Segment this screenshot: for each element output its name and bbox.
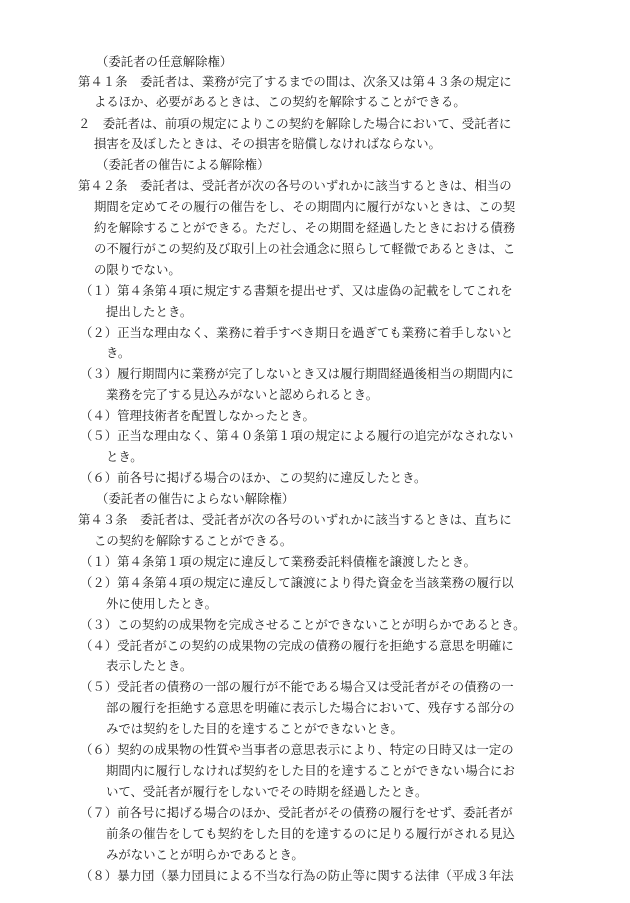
art43-item-7-line-3: みがないことが明らかであるとき。 [106,847,304,862]
art43-item-5-line-3: みでは契約をした目的を達することができないとき。 [106,721,403,736]
art42-item-2-line-1: （２）正当な理由なく、業務に着手すべき期日を過ぎても業務に着手しないと [80,325,514,340]
art43-item-3-line-1: （３）この契約の成果物を完成させることができないことが明らかであるとき。 [80,617,526,632]
art42-item-2-line-2: き。 [106,345,131,360]
article-41-para-2-line-2: 損害を及ぼしたときは、その損害を賠償しなければならない。 [94,136,441,151]
article-43-line-2: この契約を解除することができる。 [94,533,293,548]
art42-item-5-line-1: （５）正当な理由なく、第４０条第１項の規定による履行の追完がなされない [80,428,514,443]
article-42-line-4: の不履行がこの契約及び取引上の社会通念に照らして軽微であるときは、こ [94,241,516,256]
article-42-line-1: 第４２条 委託者は、受託者が次の各号のいずれかに該当するときは、相当の [78,178,512,193]
article-42-line-3: 約を解除することができる。ただし、その期間を経過したときにおける債務 [94,220,516,235]
article-42-line-2: 期間を定めてその履行の催告をし、その期間内に履行がないときは、この契 [94,199,516,214]
art43-item-4-line-1: （４）受託者がこの契約の成果物の完成の債務の履行を拒絶する意思を明確に [80,638,514,653]
art43-item-4-line-2: 表示したとき。 [106,658,193,673]
art43-item-6-line-2: 期間内に履行しなければ契約をした目的を達することができない場合にお [106,763,515,778]
art42-item-1-line-2: 提出したとき。 [106,304,193,319]
heading-article-42: （委託者の催告による解除権） [96,157,270,172]
art43-item-1-line-1: （１）第４条第１項の規定に違反して業務委託料債権を譲渡したとき。 [80,554,477,569]
article-41-para-2-line-1: ２ 委託者は、前項の規定によりこの契約を解除した場合において、受託者に [78,116,512,131]
art43-item-8-line-1: （８）暴力団（暴力団員による不当な行為の防止等に関する法律（平成３年法 [80,868,514,883]
article-42-line-5: の限りでない。 [94,262,181,277]
art42-item-4-line-1: （４）管理技術者を配置しなかったとき。 [80,408,315,423]
art42-item-3-line-2: 業務を完了する見込みがないと認められるとき。 [106,387,379,402]
article-43-line-1: 第４３条 委託者は、受託者が次の各号のいずれかに該当するときは、直ちに [78,512,512,527]
art43-item-6-line-3: いて、受託者が履行をしないでその時期を経過したとき。 [106,784,428,799]
heading-article-43: （委託者の催告によらない解除権） [96,491,295,506]
art43-item-5-line-1: （５）受託者の債務の一部の履行が不能である場合又は受託者がその債務の一 [80,679,514,694]
art43-item-7-line-2: 前条の催告をしても契約をした目的を達するのに足りる履行がされる見込 [106,826,515,841]
art43-item-7-line-1: （７）前各号に掲げる場合のほか、受託者がその債務の履行をせず、委託者が [80,805,513,820]
art43-item-2-line-1: （２）第４条第４項の規定に違反して譲渡により得た資金を当該業務の履行以 [80,575,514,590]
art42-item-3-line-1: （３）履行期間内に業務が完了しないとき又は履行期間経過後相当の期間内に [80,366,514,381]
heading-article-41: （委託者の任意解除権） [96,54,233,69]
article-41-para-1-line-1: 第４１条 委託者は、業務が完了するまでの間は、次条又は第４３条の規定に [78,74,512,89]
art43-item-6-line-1: （６）契約の成果物の性質や当事者の意思表示により、特定の日時又は一定の [80,742,514,757]
art43-item-2-line-2: 外に使用したとき。 [106,596,218,611]
article-41-para-1-line-2: よるほか、必要があるときは、この契約を解除することができる。 [94,94,466,109]
art42-item-6-line-1: （６）前各号に掲げる場合のほか、この契約に違反したとき。 [80,470,427,485]
art42-item-1-line-1: （１）第４条第４項に規定する書類を提出せず、又は虚偽の記載をしてこれを [80,283,513,298]
art43-item-5-line-2: 部の履行を拒絶する意思を明確に表示した場合において、残存する部分の [106,700,515,715]
art42-item-5-line-2: とき。 [106,449,143,464]
